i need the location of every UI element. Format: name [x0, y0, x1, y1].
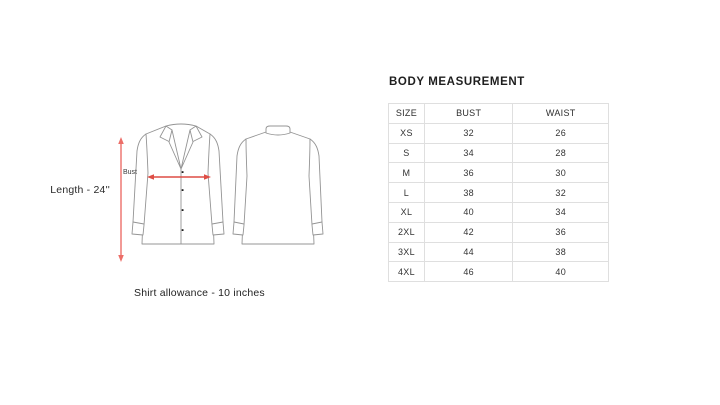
table-cell-bust: 36 [424, 163, 513, 183]
section-title: BODY MEASUREMENT [389, 76, 525, 88]
table-cell-bust: 46 [424, 262, 513, 282]
table-row [389, 202, 609, 222]
table-cell-waist: 38 [513, 242, 609, 262]
table-cell-bust: 34 [424, 143, 513, 163]
table-cell-size: XS [389, 123, 425, 143]
table-row [389, 242, 609, 262]
table-cell-bust: 38 [424, 183, 513, 203]
length-label: Length - 24'' [50, 184, 110, 196]
table-row [389, 262, 609, 282]
table-cell-waist: 28 [513, 143, 609, 163]
table-cell-size: L [389, 183, 425, 203]
column-header-waist: WAIST [513, 104, 609, 124]
table-cell-waist: 40 [513, 262, 609, 282]
column-header-size: SIZE [389, 104, 425, 124]
table-row [389, 123, 609, 143]
shirt-drawings [132, 124, 323, 244]
table-cell-waist: 30 [513, 163, 609, 183]
table-row [389, 183, 609, 203]
shirt-back-drawing [233, 126, 323, 244]
shirt-front-drawing [132, 124, 224, 244]
table-cell-waist: 36 [513, 222, 609, 242]
table-cell-waist: 26 [513, 123, 609, 143]
table-cell-size: 3XL [389, 242, 425, 262]
table-header-row [389, 104, 609, 124]
table-cell-size: 2XL [389, 222, 425, 242]
table-cell-size: 4XL [389, 262, 425, 282]
bust-label: Bust [123, 169, 138, 176]
table-cell-waist: 34 [513, 202, 609, 222]
table-cell-size: M [389, 163, 425, 183]
table-row [389, 143, 609, 163]
table-row [389, 163, 609, 183]
table-cell-bust: 32 [424, 123, 513, 143]
length-arrow [118, 137, 124, 262]
column-header-bust: BUST [424, 104, 513, 124]
table-row [389, 222, 609, 242]
table-cell-bust: 40 [424, 202, 513, 222]
table-cell-waist: 32 [513, 183, 609, 203]
table-cell-size: S [389, 143, 425, 163]
table-cell-bust: 42 [424, 222, 513, 242]
table-cell-size: XL [389, 202, 425, 222]
shirt-diagram [100, 118, 330, 268]
table-cell-bust: 44 [424, 242, 513, 262]
allowance-note: Shirt allowance - 10 inches [134, 287, 265, 299]
measurement-table [388, 103, 609, 282]
